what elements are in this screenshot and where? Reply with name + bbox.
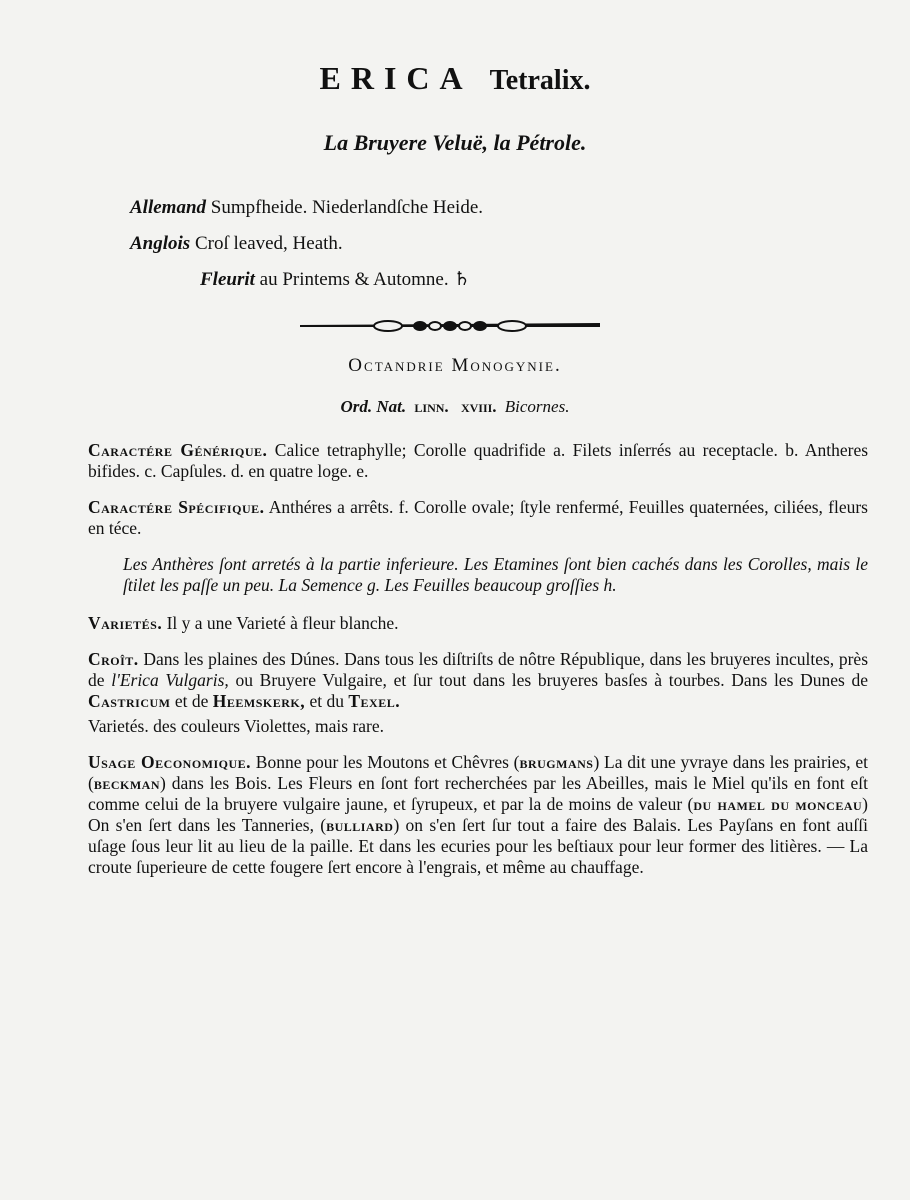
section-text: et de (174, 691, 209, 711)
vernacular-text: Croſ leaved, Heath. (194, 233, 343, 254)
section-heading: Croît. (88, 649, 139, 669)
vernacular-row-flowering (130, 262, 483, 298)
varieties-paragraph (88, 613, 868, 634)
author-reference: brugmans (519, 752, 594, 772)
section-text: Anthéres a arrêts. f. Corolle ovale; ſtyle renfermé, Feuilles quaternées, ciliées, fleurs en téce. (88, 497, 868, 538)
author-reference: du hamel du monceau (693, 794, 863, 814)
section-text: ou Bruyere Vulgaire, et ſur tout dans les bruyeres basſes à tourbes. Dans les Dunes de (235, 670, 868, 690)
linnaean-class: Octandrie Monogynie. (348, 355, 562, 376)
order-number: xviii. (460, 397, 497, 416)
author-reference: beckman (93, 773, 160, 793)
author-reference: bulliard (326, 815, 394, 835)
place-name: Heemskerk, (212, 691, 306, 711)
color-varieties-paragraph: Varietés. des couleurs Violettes, mais rare. (88, 716, 385, 736)
linn-label: linn. (414, 397, 449, 416)
common-names: La Bruyere Veluë, la Pétrole. (323, 130, 587, 155)
vernacular-row-german (130, 190, 483, 226)
habitat-paragraph (88, 649, 868, 712)
vernacular-text: au Printems & Automne. ♄ (259, 269, 471, 290)
italic-note-paragraph: Les Anthères ſont arretés à la partie inferieure. Les Etamines ſont bien cachés dans les Corolles, mais le ſtilet les paſſe un peu. La Semence g. Les Feuilles beaucoup groſſies h. (123, 554, 868, 595)
main-text (88, 440, 868, 893)
vernacular-row-english (130, 226, 483, 262)
family-name: Bicornes. (504, 397, 570, 416)
section-text: ) La dit une yvraye dans les prairies, et ( (88, 752, 869, 793)
place-name: Castricum (88, 691, 171, 711)
vernacular-label: Fleurit (200, 269, 255, 290)
section-heading: Usage Oeconomique. (88, 752, 252, 772)
section-text: Il y a une Varieté à fleur blanche. (166, 613, 399, 633)
page-title (0, 60, 910, 97)
vernacular-names (130, 190, 483, 298)
vernacular-text: Sumpfheide. Niederlandſche Heide. (210, 197, 483, 218)
vernacular-label: Anglois (130, 233, 191, 254)
section-heading: Varietés. (88, 613, 163, 633)
genus-name: ERICA (319, 60, 473, 96)
section-text: Calice tetraphylle; Corolle quadrifide a. Filets inſerrés au receptacle. b. Antheres bifides. c. Capſules. d. en quatre loge. e. (88, 440, 869, 481)
section-heading: Caractére Spécifique. (88, 497, 265, 517)
section-text: Dans les plaines des Dúnes. Dans tous les diſtriſts de nôtre République, dans les bruyeres incultes, près de (88, 649, 869, 690)
natural-order (0, 397, 910, 417)
section-text: ) on s'en ſert ſur tout a faire des Balais. Les Payſans en font auſſi uſage ſous leur lit au lieu de la paille. Et dans les ecuries pour les beſtiaux pour leur former des litières. — La croute ſuperieure de cette fougere ſert encore à l'engrais, et même au chauffage. (88, 815, 868, 877)
section-text: et du (309, 691, 344, 711)
section-text: Bonne pour les Moutons et Chêvres ( (255, 752, 520, 772)
place-name: Texel. (348, 691, 401, 711)
vernacular-label: Allemand (130, 197, 207, 218)
specific-character-paragraph (88, 497, 868, 539)
section-text: ) dans les Bois. Les Fleurs en ſont fort recherchées par les Abeilles, mais le Miel qu'ils en font eſt comme celui de la bruyere vulgaire jaune, et ſyrupeux, et par la de moins de valeur ( (88, 773, 868, 814)
ord-nat-label: Ord. Nat. (340, 397, 407, 416)
generic-character-paragraph (88, 440, 868, 482)
section-text: ) On s'en ſert dans les Tanneries, ( (88, 794, 868, 835)
species-reference: l'Erica Vulgaris, (111, 670, 229, 690)
economic-use-paragraph (88, 752, 868, 878)
decorative-rule-ornament (300, 316, 600, 336)
species-name: Tetralix. (489, 65, 591, 96)
section-heading: Caractére Générique. (88, 440, 268, 460)
